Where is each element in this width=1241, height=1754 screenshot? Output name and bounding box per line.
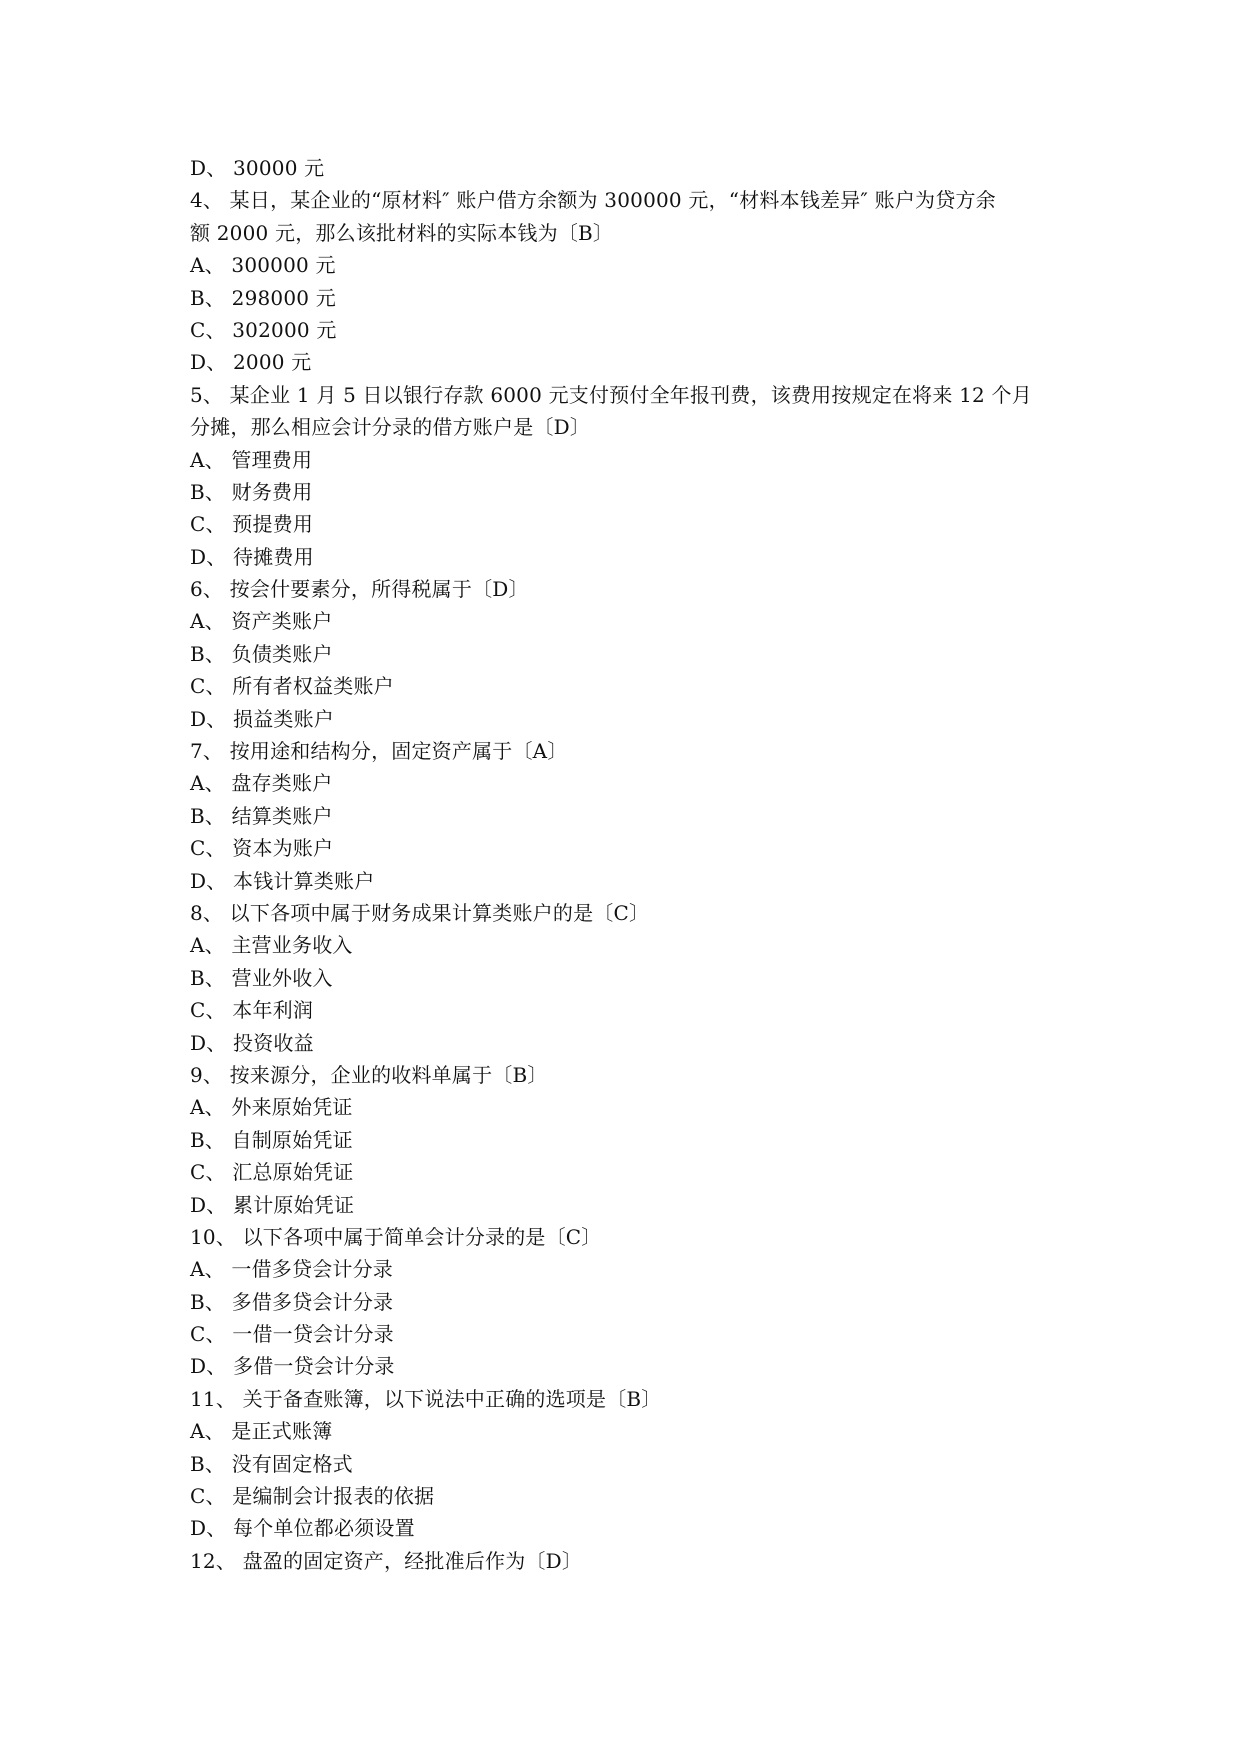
option-line: D、 本钱计算类账户 [190, 868, 375, 893]
option-line: B、 自制原始凭证 [190, 1127, 353, 1152]
document-body [190, 152, 1070, 1577]
question-line: 7、 按用途和结构分，固定资产属于〔A〕 [190, 739, 568, 764]
question-line: 9、 按来源分，企业的收料单属于〔B〕 [190, 1062, 548, 1087]
question-line: 分摊，那么相应会计分录的借方账户是〔D〕 [190, 415, 591, 440]
option-line: C、 预提费用 [190, 512, 314, 537]
option-line: A、 资产类账户 [190, 609, 333, 634]
option-line: D、 待摊费用 [190, 544, 314, 569]
question-line: 11、 关于备查账簿，以下说法中正确的选项是〔B〕 [190, 1386, 662, 1411]
option-line: B、 298000 元 [190, 285, 336, 310]
option-line: A、 300000 元 [190, 253, 336, 278]
option-line: D、 2000 元 [190, 350, 312, 375]
option-line: D、 投资收益 [190, 1030, 314, 1055]
option-line: D、 每个单位都必须设置 [190, 1516, 415, 1541]
option-line: B、 财务费用 [190, 479, 313, 504]
question-line: 6、 按会什要素分，所得税属于〔D〕 [190, 577, 529, 602]
option-line: B、 营业外收入 [190, 965, 333, 990]
option-line: D、 损益类账户 [190, 706, 334, 731]
option-line: C、 本年利润 [190, 998, 314, 1023]
question-line: 10、 以下各项中属于简单会计分录的是〔C〕 [190, 1224, 602, 1249]
question-line: 4、 某日，某企业的“原材料″ 账户借方余额为 300000 元，“材料本钱差异″ 账户为贷方余 [190, 188, 996, 213]
option-line: D、 累计原始凭证 [190, 1192, 355, 1217]
option-line: C、 302000 元 [190, 317, 337, 342]
option-line: A、 是正式账簿 [190, 1419, 333, 1444]
option-line: C、 汇总原始凭证 [190, 1160, 354, 1185]
question-line: 5、 某企业 1 月 5 日以银行存款 6000 元支付预付全年报刊费，该费用按规定在将来 12 个月 [190, 382, 1032, 407]
question-line: 12、 盘盈的固定资产，经批准后作为〔D〕 [190, 1548, 583, 1573]
option-line: D、 30000 元 [190, 156, 325, 180]
question-line: 额 2000 元，那么该批材料的实际本钱为〔B〕 [190, 220, 614, 245]
option-line: C、 一借一贷会计分录 [190, 1322, 394, 1347]
option-line: A、 管理费用 [190, 447, 313, 472]
option-line: C、 是编制会计报表的依据 [190, 1484, 435, 1509]
option-line: B、 多借多贷会计分录 [190, 1289, 394, 1314]
option-line: B、 负债类账户 [190, 641, 333, 666]
option-line: D、 多借一贷会计分录 [190, 1354, 395, 1379]
option-line: A、 一借多贷会计分录 [190, 1257, 394, 1282]
option-line: B、 没有固定格式 [190, 1451, 353, 1476]
option-line: A、 主营业务收入 [190, 933, 353, 958]
question-line: 8、 以下各项中属于财务成果计算类账户的是〔C〕 [190, 900, 650, 925]
option-line: C、 所有者权益类账户 [190, 674, 394, 699]
option-line: A、 外来原始凭证 [190, 1095, 353, 1120]
option-line: C、 资本为账户 [190, 836, 334, 861]
option-line: B、 结算类账户 [190, 803, 333, 828]
option-line: A、 盘存类账户 [190, 771, 333, 796]
